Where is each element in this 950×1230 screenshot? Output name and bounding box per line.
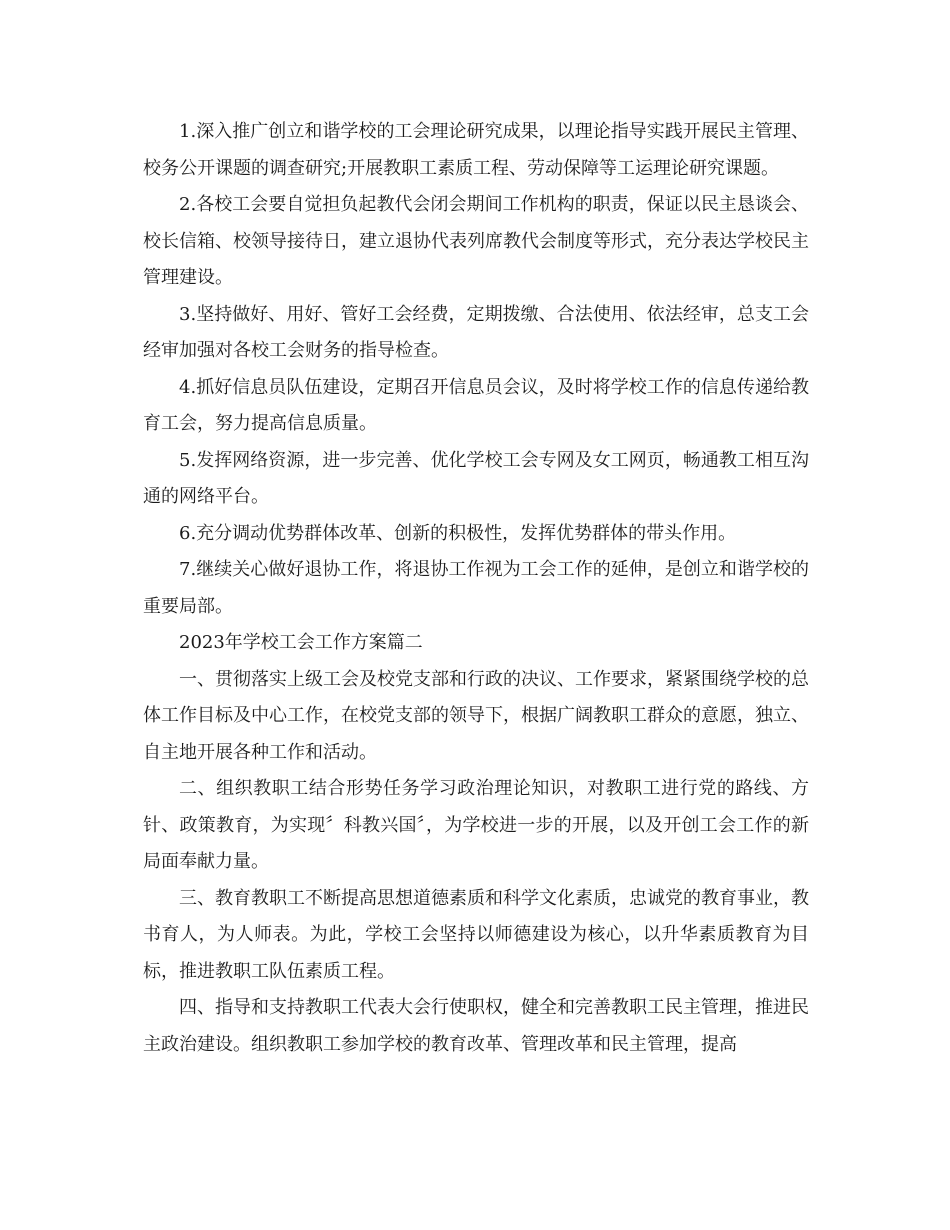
paragraph-item-3: 3.坚持做好、用好、管好工会经费，定期拨缴、合法使用、依法经审，总支工会经审加强对各校工会财务的指导检查。	[143, 303, 809, 361]
paragraph-section-1: 一、贯彻落实上级工会及校党支部和行政的决议、工作要求，紧紧围绕学校的总体工作目标及中心工作，在校党支部的领导下，根据广阔教职工群众的意愿，独立、自主地开展各种工作和活动。	[143, 668, 809, 763]
paragraph-section-2: 二、组织教职工结合形势任务学习政治理论知识，对教职工进行党的路线、方针、政策教育，为实现〞科教兴国〞，为学校进一步的开展，以及开创工会工作的新局面奉献力量。	[143, 778, 809, 872]
paragraph-section-4: 四、指导和支持教职工代表大会行使职权，健全和完善教职工民主管理，推进民主政治建设。组织教职工参加学校的教育改革、管理改革和民主管理，提高	[143, 997, 809, 1055]
paragraph-section-3: 三、教育教职工不断提高思想道德素质和科学文化素质，忠诚党的教育事业，教书育人，为人师表。为此，学校工会坚持以师德建设为核心，以升华素质教育为目标，推进教职工队伍素质工程。	[143, 887, 809, 982]
paragraph-item-2: 2.各校工会要自觉担负起教代会闭会期间工作机构的职责，保证以民主恳谈会、校长信箱、校领导接待日，建立退协代表列席教代会制度等形式，充分表达学校民主管理建设。	[143, 194, 809, 288]
paragraph-item-4: 4.抓好信息员队伍建设，定期召开信息员会议，及时将学校工作的信息传递给教育工会，努力提高信息质量。	[143, 376, 809, 434]
document-body	[143, 114, 809, 1063]
paragraph-item-5: 5.发挥网络资源，进一步完善、优化学校工会专网及女工网页，畅通教工相互沟通的网络平台。	[143, 449, 809, 507]
paragraph-item-7: 7.继续关心做好退协工作，将退协工作视为工会工作的延伸，是创立和谐学校的重要局部。	[143, 559, 809, 617]
paragraph-item-6: 6.充分调动优势群体改革、创新的积极性，发挥优势群体的带头作用。	[179, 522, 737, 544]
section-heading: 2023年学校工会工作方案篇二	[179, 632, 423, 653]
paragraph-item-1: 1.深入推广创立和谐学校的工会理论研究成果，以理论指导实践开展民主管理、校务公开课题的调查研究;开展教职工素质工程、劳动保障等工运理论研究课题。	[143, 121, 809, 179]
